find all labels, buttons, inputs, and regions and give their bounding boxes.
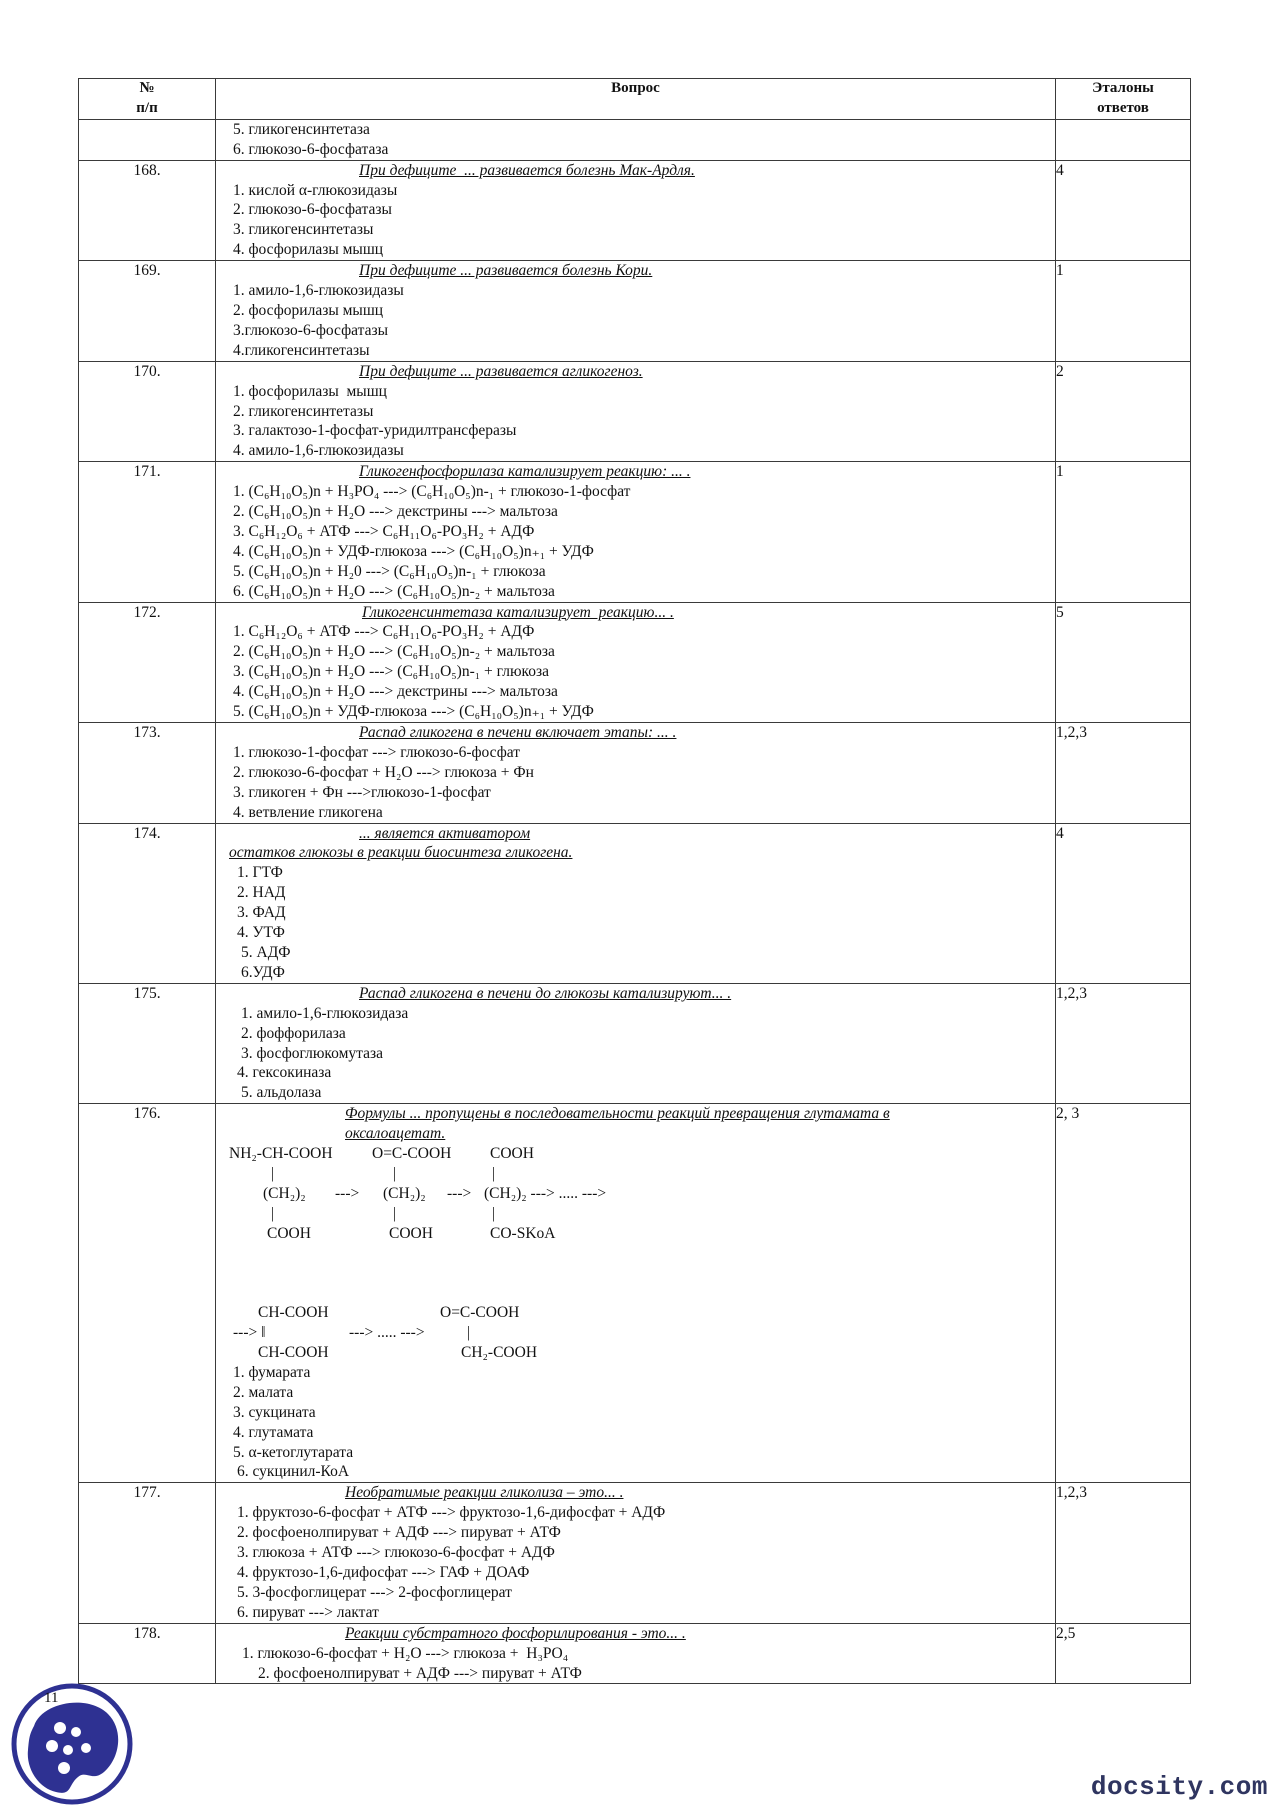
reaction-arrow: ---> [335,1184,360,1202]
question-row [79,160,1191,261]
column-header-answers-line1: Эталоны [1092,80,1154,96]
question-row [79,261,1191,362]
column-header-number-line2: п/п [136,99,158,116]
question-number: 176. [79,1104,216,1483]
answer-option: 1. C₆H₁₂O₆ + АТФ ---> C₆H₁₁O₆-PO₃H₂ + АДФ [233,623,535,641]
question-title-text: Гликогенсинтетаза катализирует реакцию... . [362,603,674,621]
docsity-watermark: docsity.com [1090,1772,1268,1802]
answer-option: 2. гликогенсинтетазы [233,402,374,420]
question-row [79,1483,1191,1623]
question-title-text: Распад гликогена в печени включает этапы: ... . [359,724,677,741]
table-header-row [79,79,1191,120]
question-row [79,602,1191,722]
answer-option: 1. глюкозо-6-фосфат + H₂O ---> глюкоза + H₃PO₄ [242,1644,569,1662]
question-row [79,823,1191,983]
answer-option: 5. АДФ [241,943,291,961]
question-row [79,983,1191,1103]
answer-option: 1. глюкозо-1-фосфат ---> глюкозо-6-фосфат [233,743,521,761]
answer-key: 1,2,3 [1056,983,1191,1103]
answer-option: 6.УДФ [241,963,285,981]
answer-option: 1. ГТФ [237,864,283,882]
column-header-number [79,79,216,120]
question-title-text: Реакции субстратного фосфорилирования - это... . [345,1624,686,1642]
docsity-logo-icon [8,1680,136,1808]
lead-arrow-double-bond: ---> ‖ [233,1324,266,1342]
question-title-line2 [216,843,1055,863]
answer-option: 5. α-кетоглутарата [233,1443,354,1461]
answer-option: 3. галактозо-1-фосфат-уридилтрансферазы [233,422,517,440]
answer-option: 3. глюкоза + АТФ ---> глюкозо-6-фосфат + АДФ [237,1544,555,1562]
questions-table [78,78,1191,1684]
question-row [79,1104,1191,1483]
answer-option: 3. фосфоглюкомутаза [241,1044,384,1062]
answer-key: 4 [1056,160,1191,261]
bond-line: | [393,1204,397,1222]
question-cell [216,1623,1056,1684]
answer-key: 2, 3 [1056,1104,1191,1483]
answer-option: 4. фруктозо-1,6-дифосфат ---> ГАФ + ДОАФ [237,1563,530,1581]
question-number: 171. [79,462,216,602]
formula-ketoglutarate-bottom: COOH [389,1224,433,1242]
question-title-text: Гликогенфосфорилаза катализирует реакцию: ... . [359,463,691,481]
question-title-text: При дефиците ... развивается агликогеноз. [359,362,643,380]
formula-oxaloacetate-bottom: CH₂-COOH [461,1344,538,1362]
question-row [79,361,1191,462]
bond-line: | [492,1204,496,1222]
question-cell [216,119,1056,160]
bond-line: | [393,1164,397,1182]
column-header-answers-line2: ответов [1097,99,1149,116]
answer-option: 1. фумарата [233,1363,311,1381]
formula-ch2-group: (CH₂)₂ [263,1184,306,1202]
formula-succinylcoa-top: COOH [490,1145,534,1163]
middle-arrows: ---> ..... ---> [349,1324,425,1342]
answer-key: 1,2,3 [1056,1483,1191,1623]
answer-option: 2. (C₆H₁₀O₅)n + H₂O ---> (C₆H₁₀O₅)n-₂ + мальтоза [233,643,555,661]
question-title [216,1483,1055,1503]
answer-option: 2. фосфорилазы мышц [233,301,384,319]
answer-option: 2. глюкозо-6-фосфатазы [233,201,392,219]
question-title-text: Распад гликогена в печени до глюкозы катализируют... . [359,984,732,1002]
question-number: 172. [79,602,216,722]
answer-key: 1,2,3 [1056,723,1191,824]
answer-option: 3. C₆H₁₂O₆ + АТФ ---> C₆H₁₁O₆-PO₃H₂ + АДФ [233,522,535,540]
question-cell [216,160,1056,261]
answer-option: 1. амило-1,6-глюкозидаза [241,1004,409,1022]
reaction-arrow: ---> [447,1184,472,1202]
answer-option: 4. (C₆H₁₀O₅)n + H₂O ---> декстрины ---> мальтоза [233,683,558,701]
column-header-answers [1056,79,1191,120]
question-number: 177. [79,1483,216,1623]
page-number: 11 [44,1690,59,1706]
answer-option: 6. глюкозо-6-фосфатаза [233,140,389,158]
answer-option: 1. (C₆H₁₀O₅)n + H₃PO₄ ---> (C₆H₁₀O₅)n-₁ + глюкозо-1-фосфат [233,483,631,501]
question-number: 174. [79,823,216,983]
answer-option: 5. (C₆H₁₀O₅)n + H₂0 ---> (C₆H₁₀O₅)n-₁ + глюкоза [233,562,546,580]
question-cell [216,1483,1056,1623]
question-title [216,723,1055,743]
answer-option: 2. (C₆H₁₀O₅)n + H₂O ---> декстрины ---> мальтоза [233,503,558,521]
question-cell [216,361,1056,462]
question-number [79,119,216,160]
question-number: 168. [79,160,216,261]
question-cell [216,823,1056,983]
answer-option: 2. фоффорилаза [241,1024,346,1042]
answer-key: 5 [1056,602,1191,722]
answer-option: 4. ветвление гликогена [233,803,383,821]
answer-key: 4 [1056,823,1191,983]
answer-option: 3. ФАД [237,904,286,922]
question-row [79,462,1191,602]
answer-option: 6. пируват ---> лактат [237,1603,379,1621]
answer-key: 2,5 [1056,1623,1191,1684]
answer-option: 5. (C₆H₁₀O₅)n + УДФ-глюкоза ---> (C₆H₁₀O₅)n₊₁ + УДФ [233,703,594,721]
answer-key: 1 [1056,462,1191,602]
question-title-text: Формулы ... пропущены в последовательности реакций превращения глутамата в [345,1105,890,1123]
question-cell [216,261,1056,362]
question-title-line2 [216,1124,1055,1144]
answer-option: 1. фруктозо-6-фосфат + АТФ ---> фруктозо-1,6-дифосфат + АДФ [237,1504,666,1522]
answer-option: 4. амило-1,6-глюкозидазы [233,442,404,460]
formula-fumarate-top: CH-COOH [258,1304,329,1322]
bond-line: | [467,1324,471,1342]
answer-option: 1. кислой α-глюкозидазы [233,181,398,199]
question-row [79,119,1191,160]
column-header-question: Вопрос [216,79,1056,120]
answer-option: 4. УТФ [237,924,285,942]
bond-line: | [492,1164,496,1182]
formula-ch2-tail: (CH₂)₂ ---> ..... ---> [484,1184,607,1202]
reaction-scheme [216,1144,1055,1363]
answer-option: 4.гликогенсинтетазы [233,341,370,359]
answer-option: 3.глюкозо-6-фосфатазы [233,321,389,339]
answer-option: 2. НАД [237,884,286,902]
formula-ch2-group: (CH₂)₂ [383,1184,426,1202]
answer-option: 4. глутамата [233,1423,314,1441]
question-title [216,1104,1055,1124]
question-cell [216,1104,1056,1483]
question-title-text: При дефиците ... развивается болезнь Кори. [359,262,653,280]
question-number: 173. [79,723,216,824]
question-title-text: оксалоацетат. [345,1125,446,1143]
question-cell [216,723,1056,824]
question-title-text: Необратимые реакции гликолиза – это... . [345,1484,624,1502]
question-cell [216,602,1056,722]
answer-option: 2. фосфоенолпируват + АДФ ---> пируват + АТФ [258,1664,582,1682]
answer-option: 5. гликогенсинтетаза [233,120,370,138]
answer-option: 1. амило-1,6-глюкозидазы [233,282,404,300]
question-title [216,824,1055,844]
formula-glutamate-bottom: COOH [267,1224,311,1242]
answer-option: 3. гликоген + Фн --->глюкозо-1-фосфат [233,783,491,801]
column-header-number-line1: № [139,80,155,96]
answer-option: 3. (C₆H₁₀O₅)n + H₂O ---> (C₆H₁₀O₅)n-₁ + глюкоза [233,663,550,681]
formula-oxaloacetate-top: O=C-COOH [440,1304,520,1322]
question-number: 170. [79,361,216,462]
formula-glutamate-top: NH₂-CH-COOH [229,1145,333,1163]
answer-option: 6. (C₆H₁₀O₅)n + H₂O ---> (C₆H₁₀O₅)n-₂ + мальтоза [233,582,555,600]
question-number: 169. [79,261,216,362]
question-cell [216,462,1056,602]
answer-key: 2 [1056,361,1191,462]
question-title [216,161,1055,181]
question-title [216,261,1055,281]
question-title [216,984,1055,1004]
question-title-text: ... является активатором [359,824,531,842]
question-title [216,362,1055,382]
answer-option: 4. гексокиназа [237,1064,332,1082]
question-number: 178. [79,1623,216,1684]
answer-key: 1 [1056,261,1191,362]
formula-ketoglutarate-top: O=C-COOH [372,1145,452,1163]
question-number: 175. [79,983,216,1103]
answer-option: 4. фосфорилазы мышц [233,241,384,259]
answer-option: 3. гликогенсинтетазы [233,221,374,239]
question-title-text: остатков глюкозы в реакции биосинтеза гликогена. [229,844,573,862]
answer-option: 1. фосфорилазы мышц [233,382,387,400]
formula-fumarate-bottom: CH-COOH [258,1344,329,1362]
question-title [216,603,1055,623]
answer-option: 2. глюкозо-6-фосфат + H₂O ---> глюкоза + Фн [233,763,534,781]
answer-option: 2. фосфоенолпируват + АДФ ---> пируват + АТФ [237,1524,561,1542]
answer-option: 2. малата [233,1383,294,1401]
formula-succinylcoa-bottom: CO-SKoA [490,1224,556,1242]
answer-option: 6. сукцинил-КоА [237,1463,350,1481]
bond-line: | [271,1204,275,1222]
question-row [79,1623,1191,1684]
question-title-text: При дефиците ... развивается болезнь Мак-Ардля. [359,161,695,179]
question-cell [216,983,1056,1103]
answer-option: 3. сукцината [233,1403,316,1421]
question-title [216,462,1055,482]
answer-option: 4. (C₆H₁₀O₅)n + УДФ-глюкоза ---> (C₆H₁₀O₅)n₊₁ + УДФ [233,542,594,560]
question-row [79,723,1191,824]
answer-option: 5. 3-фосфоглицерат ---> 2-фосфоглицерат [237,1583,512,1601]
answer-key [1056,119,1191,160]
question-title [216,1624,1055,1644]
bond-line: | [271,1164,275,1182]
answer-option: 5. альдолаза [241,1084,322,1102]
